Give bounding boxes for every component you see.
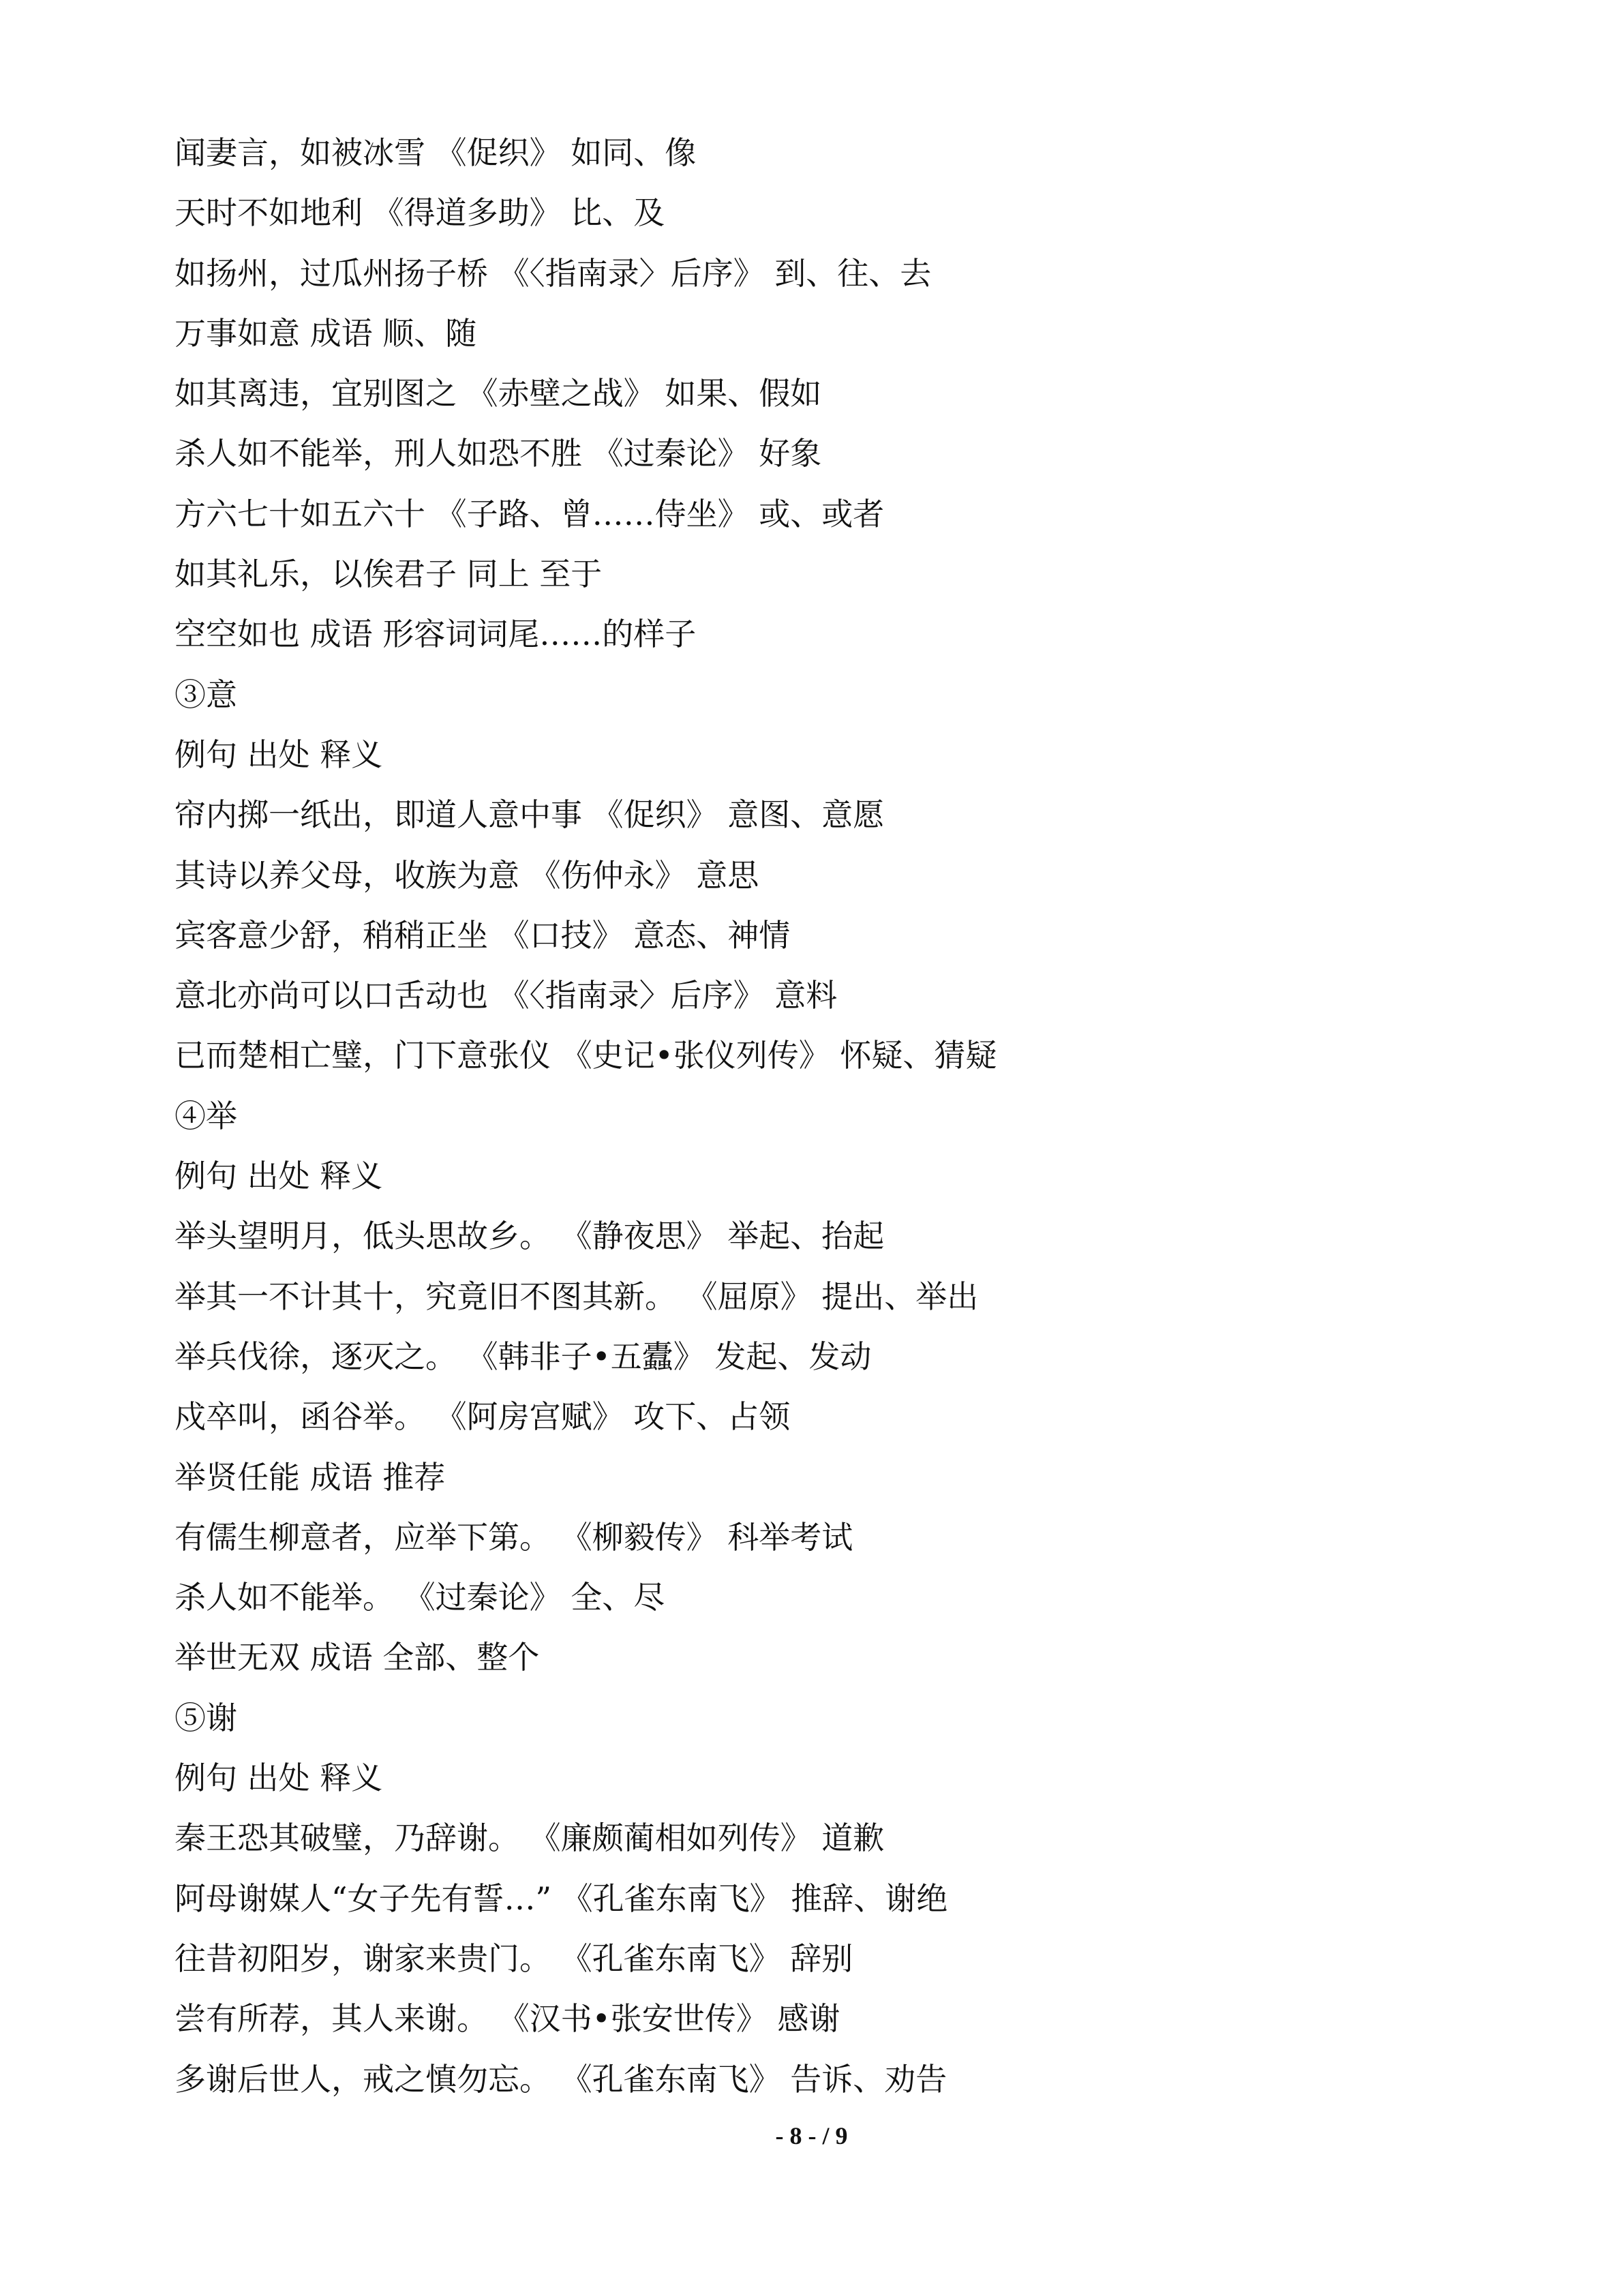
text-line: 帘内掷一纸出，即道人意中事 《促织》 意图、意愿 (175, 796, 885, 834)
text-line: 如其离违，宜别图之 《赤壁之战》 如果、假如 (175, 375, 822, 412)
text-line: 例句 出处 释义 (175, 1158, 383, 1195)
text-line: 空空如也 成语 形容词词尾……的样子 (175, 616, 697, 653)
text-line: 杀人如不能举，刑人如恐不胜 《过秦论》 好象 (175, 435, 822, 472)
document-body (175, 123, 1470, 2109)
text-line: 阿母谢媒人“女子先有誓…” 《孔雀东南飞》 推辞、谢绝 (175, 1879, 948, 1917)
text-line: 往昔初阳岁，谢家来贵门。 《孔雀东南飞》 辞别 (175, 1939, 853, 1977)
text-line: ⑤谢 (175, 1699, 237, 1736)
text-line: 多谢后世人，戒之慎勿忘。 《孔雀东南飞》 告诉、劝告 (175, 2060, 947, 2098)
text-line: 尝有所荐，其人来谢。 《汉书•张安世传》 感谢 (175, 2000, 840, 2038)
text-line: 已而楚相亡璧，门下意张仪 《史记•张仪列传》 怀疑、猜疑 (175, 1037, 997, 1074)
text-line: 杀人如不能举。 《过秦论》 全、尽 (175, 1579, 665, 1616)
text-line: 例句 出处 释义 (175, 736, 383, 773)
text-line: 例句 出处 释义 (175, 1759, 383, 1797)
text-line: 举世无双 成语 全部、整个 (175, 1639, 540, 1676)
text-line: 举兵伐徐，逐灭之。 《韩非子•五蠹》 发起、发动 (175, 1338, 872, 1375)
text-line: ③意 (175, 676, 237, 713)
text-line: 如扬州，过瓜州扬子桥 《〈指南录〉后序》 到、往、去 (175, 254, 932, 292)
text-line: ④举 (175, 1097, 237, 1134)
text-line: 举头望明月，低头思故乡。 《静夜思》 举起、抬起 (175, 1218, 885, 1255)
text-line: 意北亦尚可以口舌动也 《〈指南录〉后序》 意料 (175, 977, 838, 1014)
text-line: 方六七十如五六十 《子路、曾……侍坐》 或、或者 (175, 495, 885, 532)
text-line: 戍卒叫，函谷举。 《阿房宫赋》 攻下、占领 (175, 1398, 791, 1436)
text-line: 闻妻言，如被冰雪 《促织》 如同、像 (175, 134, 697, 171)
text-line: 举贤任能 成语 推荐 (175, 1458, 446, 1496)
text-line: 如其礼乐，以俟君子 同上 至于 (175, 556, 603, 593)
text-line: 其诗以养父母，收族为意 《伤仲永》 意思 (175, 856, 759, 894)
text-line: 天时不如地利 《得道多助》 比、及 (175, 194, 665, 232)
page-number: - 8 - / 9 (775, 2122, 848, 2149)
text-line: 秦王恐其破璧，乃辞谢。 《廉颇蔺相如列传》 道歉 (175, 1819, 885, 1857)
text-line: 万事如意 成语 顺、随 (175, 314, 477, 352)
text-line: 有儒生柳意者，应举下第。 《柳毅传》 科举考试 (175, 1518, 853, 1556)
text-line: 举其一不计其十，究竟旧不图其新。 《屈原》 提出、举出 (175, 1278, 979, 1315)
text-line: 宾客意少舒，稍稍正坐 《口技》 意态、神情 (175, 916, 791, 954)
